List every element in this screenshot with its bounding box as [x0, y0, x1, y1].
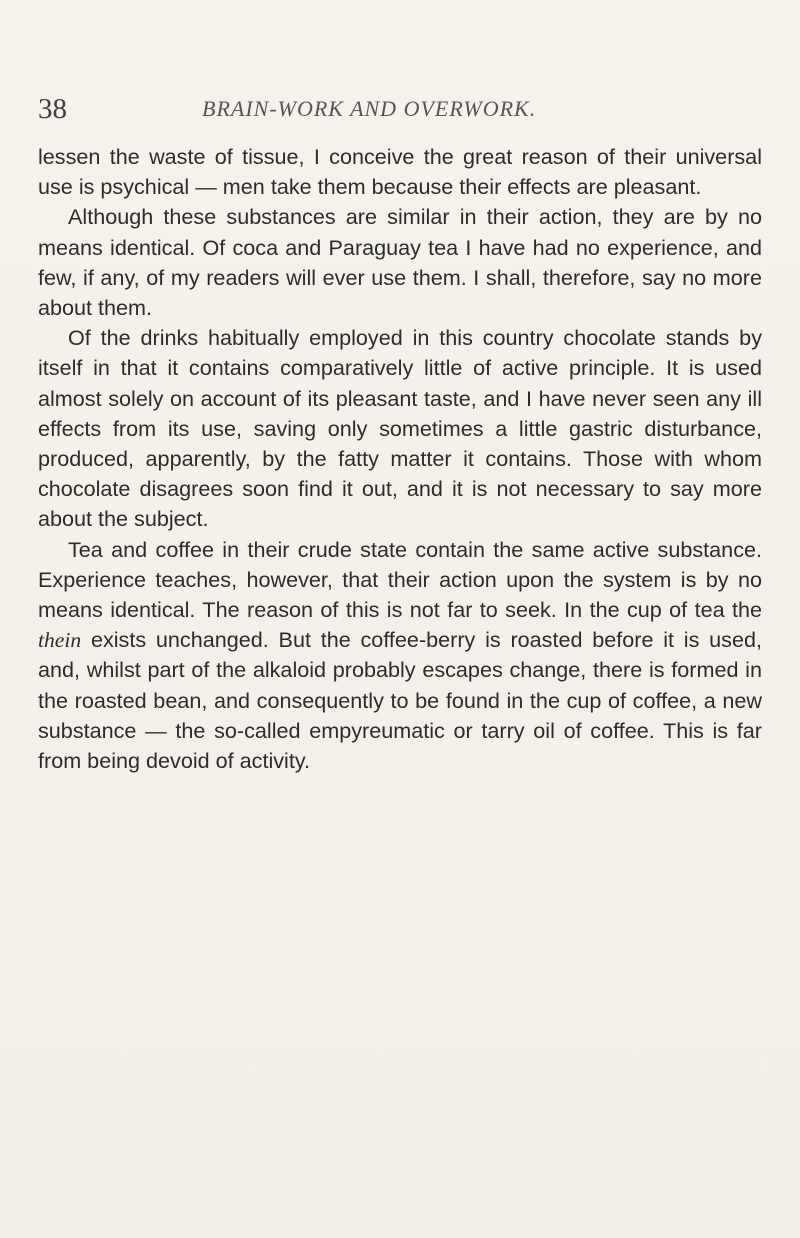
paragraph-chocolate: Of the drinks habitually employed in this country chocolate stands by itself in that it contains comparatively little of active principle. It is used almost solely on account of its pleasant taste, and I have never seen any ill effects from its use, saving only sometimes a little gastric disturbance, produced, apparently, by the fatty matter it contains. Those with whom chocolate disagrees soon find it out, and it is not necessary to say more about the subject. — [38, 325, 762, 532]
body-text — [38, 142, 762, 776]
paragraph-tea-coffee-part-2: exists unchanged. But the coffee-berry is roasted before it is used, and, whilst part of the alkaloid probably escapes change, there is formed in the roasted bean, and consequently to be found in the cup of coffee, a new substance — the so-called empyreumatic or tarry oil of coffee. This is far from being devoid of activity. — [38, 627, 762, 774]
page-header — [38, 94, 762, 130]
paragraph-tea-coffee — [38, 535, 762, 777]
running-head: BRAIN-WORK AND OVERWORK. — [202, 96, 537, 121]
paragraph-substances: Although these substances are similar in their action, they are by no means identical. Of coca and Paraguay tea I have had no experience, and few, if any, of my readers will ever use them. I shall, therefore, say no more about them. — [38, 204, 762, 321]
paragraph-continuation: lessen the waste of tissue, I conceive the great reason of their universal use is psychical — men take them because their effects are pleasant. — [38, 144, 762, 200]
page-number: 38 — [38, 93, 67, 125]
italic-term-thein: thein — [38, 628, 82, 653]
paragraph-tea-coffee-part-1: Tea and coffee in their crude state contain the same active substance. Experience teaches, however, that their action upon the system is by no means identical. The reason of this is not far to seek. In the cup of tea the — [38, 536, 762, 623]
